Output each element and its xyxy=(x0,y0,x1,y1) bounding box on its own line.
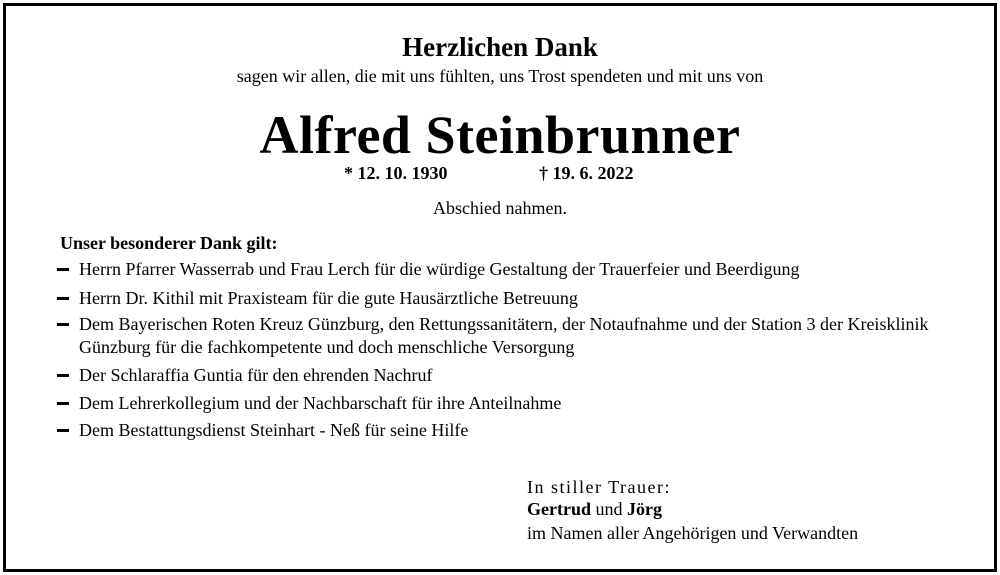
mourner-name-2: Jörg xyxy=(626,499,662,519)
thanks-item xyxy=(55,313,955,359)
thanks-item xyxy=(55,364,955,387)
signature-intro: In stiller Trauer: xyxy=(527,477,671,497)
signature-closing: im Namen aller Angehörigen und Verwandten xyxy=(527,523,859,543)
thanks-list xyxy=(55,258,955,442)
signature-names xyxy=(527,499,662,520)
thanks-heading: Unser besonderer Dank gilt: xyxy=(60,233,278,253)
thanks-item xyxy=(55,392,955,415)
thanks-item xyxy=(55,287,955,310)
thanks-item-text: Der Schlaraffia Guntia für den ehrenden Nachruf xyxy=(79,365,433,385)
dash-bullet xyxy=(57,374,69,377)
signature-conjunction: und xyxy=(595,499,623,519)
dash-bullet xyxy=(57,402,69,405)
dash-bullet xyxy=(57,297,69,300)
dash-bullet xyxy=(57,268,69,271)
notice-title: Herzlichen Dank xyxy=(402,32,598,62)
thanks-item-text: Dem Bayerischen Roten Kreuz Günzburg, den Rettungssanitätern, der Notaufnahme und der Station 3 der Kreisklinik Günzburg für die fachkompetente und doch menschliche Versorgung xyxy=(79,314,929,357)
mourner-name-1: Gertrud xyxy=(527,499,591,519)
thanks-item-text: Dem Bestattungsdienst Steinhart - Neß für seine Hilfe xyxy=(79,420,469,440)
farewell-line: Abschied nahmen. xyxy=(433,198,567,218)
thanks-item xyxy=(55,419,955,442)
death-date: † 19. 6. 2022 xyxy=(539,163,634,183)
thanks-item-text: Herrn Dr. Kithil mit Praxisteam für die gute Hausärztliche Betreuung xyxy=(79,288,578,308)
birth-date: * 12. 10. 1930 xyxy=(344,163,448,183)
dash-bullet xyxy=(57,323,69,326)
deceased-name: Alfred Steinbrunner xyxy=(259,105,741,165)
thanks-item-text: Dem Lehrerkollegium und der Nachbarschaft für ihre Anteilnahme xyxy=(79,393,562,413)
dash-bullet xyxy=(57,429,69,432)
thanks-item xyxy=(55,258,955,281)
thanks-item-text: Herrn Pfarrer Wasserrab und Frau Lerch für die würdige Gestaltung der Trauerfeier und Beerdigung xyxy=(79,259,800,279)
notice-subtitle: sagen wir allen, die mit uns fühlten, uns Trost spendeten und mit uns von xyxy=(236,66,764,86)
